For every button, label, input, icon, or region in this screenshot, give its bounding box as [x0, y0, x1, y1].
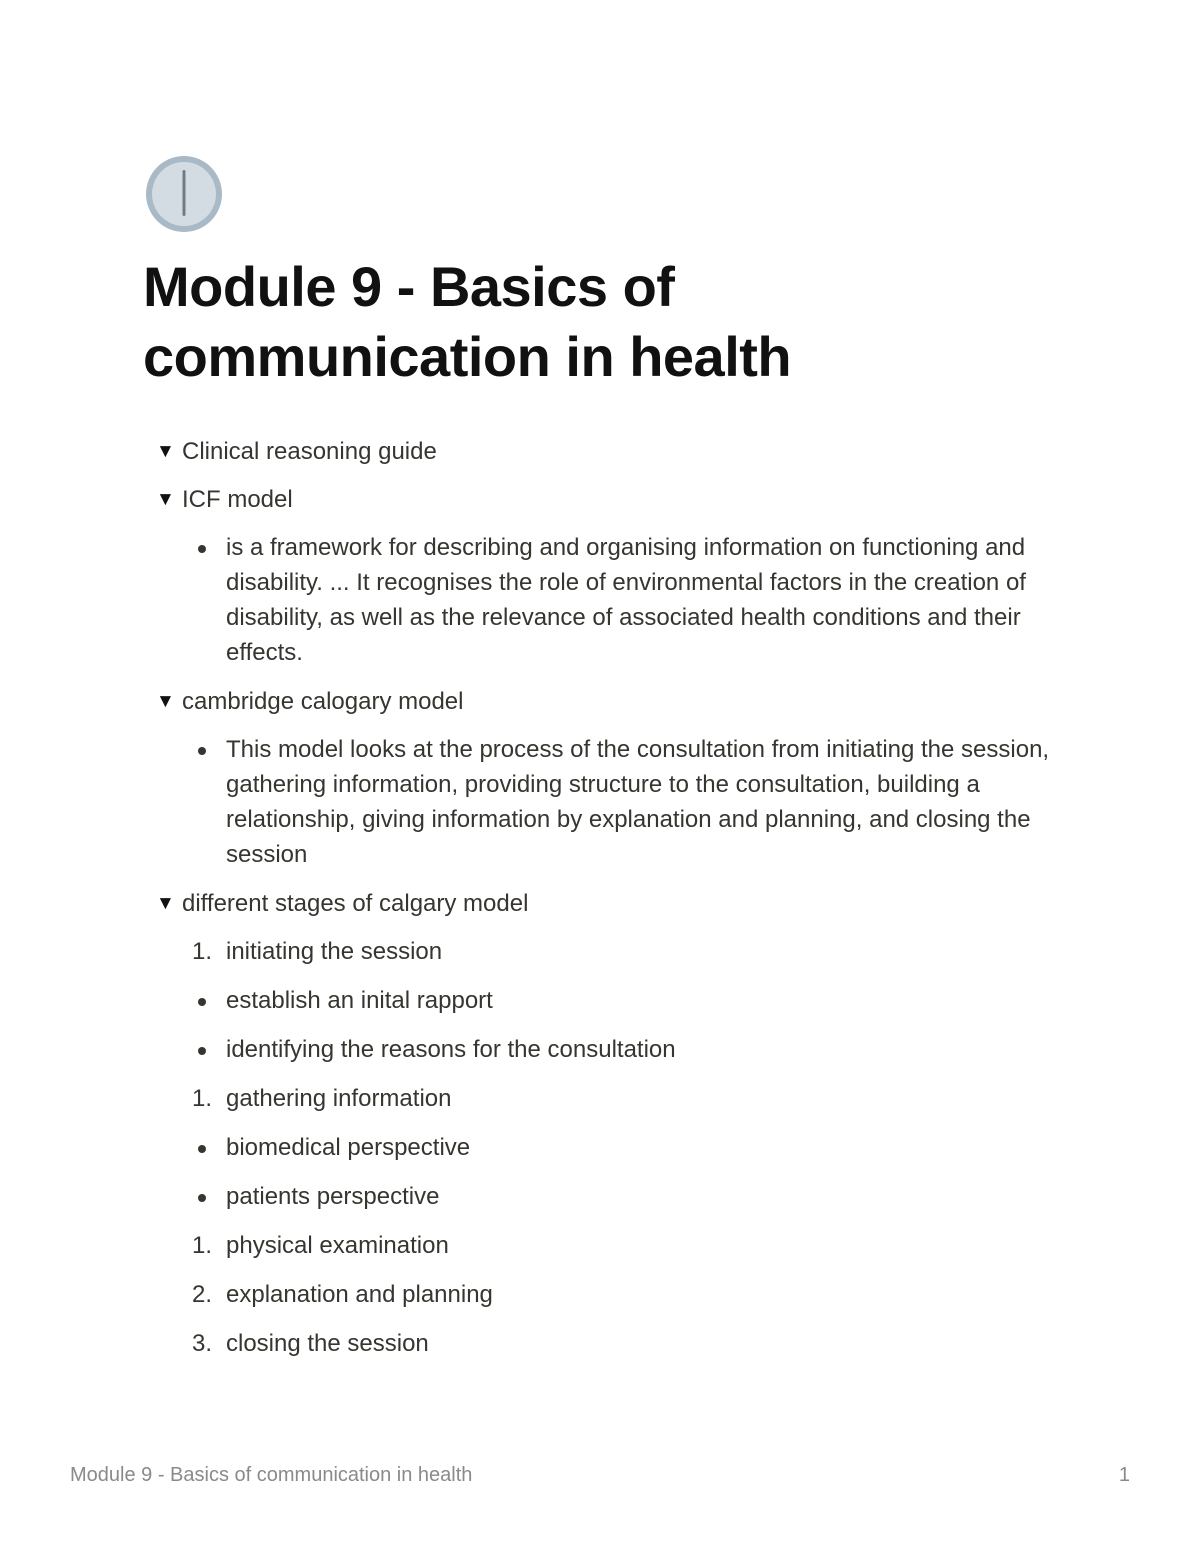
toggle-label: cambridge calogary model	[182, 688, 464, 715]
list-item-text: initiating the session	[226, 938, 443, 965]
list-item-text: biomedical perspective	[226, 1134, 471, 1161]
list-number: 2.	[192, 1281, 213, 1308]
triangle-down-icon[interactable]: ▼	[156, 489, 175, 510]
toggle-label: different stages of calgary model	[182, 890, 529, 917]
bullet-icon	[192, 1032, 226, 1067]
numbered-item	[192, 934, 1076, 969]
toggle-different-stages-of-calgary-model[interactable]	[156, 886, 1076, 921]
list-item-text: physical examination	[226, 1232, 449, 1259]
list-item-text: This model looks at the process of the consultation from initiating the session, gathering information, providing structure to the consultation, building a relationship, giving information by explanation and planning, and closing the session	[226, 736, 1050, 868]
list-item-text: patients perspective	[226, 1183, 440, 1210]
list-item-text: closing the session	[226, 1330, 429, 1357]
list-item	[192, 1179, 1076, 1214]
list-item-text: is a framework for describing and organising information on functioning and disability. ... It recognises the role of environmental factors in the creation of disability, as well as the relevance of associated health conditions and their effects.	[226, 534, 1026, 666]
toggle-label: Clinical reasoning guide	[182, 438, 437, 465]
page-content	[156, 434, 1076, 1375]
list-item	[192, 1032, 1076, 1067]
list-item	[192, 530, 1076, 670]
numbered-item	[192, 1081, 1076, 1116]
list-item	[192, 983, 1076, 1018]
list-item-text: gathering information	[226, 1085, 452, 1112]
triangle-down-icon[interactable]: ▼	[156, 441, 175, 462]
bullet-icon	[192, 1179, 226, 1214]
toggle-label: ICF model	[182, 486, 293, 513]
list-item	[192, 1130, 1076, 1165]
numbered-item	[192, 1228, 1076, 1263]
numbered-item	[192, 1326, 1076, 1361]
list-item-text: identifying the reasons for the consultation	[226, 1036, 676, 1063]
list-number: 1.	[192, 1232, 213, 1259]
bullet-icon	[192, 732, 226, 767]
list-number: 1.	[192, 1085, 213, 1112]
list-item	[192, 732, 1076, 872]
bullet-icon	[192, 1130, 226, 1165]
list-number: 1.	[192, 938, 213, 965]
bullet-icon	[192, 983, 226, 1018]
page-title: Module 9 - Basics of communication in health	[143, 255, 792, 388]
list-number: 3.	[192, 1330, 213, 1357]
triangle-down-icon[interactable]: ▼	[156, 893, 175, 914]
numbered-item	[192, 1277, 1076, 1312]
triangle-down-icon[interactable]: ▼	[156, 691, 175, 712]
page-number: 1	[1118, 1464, 1130, 1486]
list-item-text: establish an inital rapport	[226, 987, 493, 1014]
toggle-cambridge-calogary-model[interactable]	[156, 684, 1076, 719]
bullet-icon	[192, 530, 226, 565]
info-circle-icon	[144, 154, 224, 234]
footer-title: Module 9 - Basics of communication in health	[70, 1464, 473, 1486]
toggle-clinical-reasoning-guide[interactable]	[156, 434, 1076, 469]
list-item-text: explanation and planning	[226, 1281, 493, 1308]
toggle-icf-model[interactable]	[156, 482, 1076, 517]
